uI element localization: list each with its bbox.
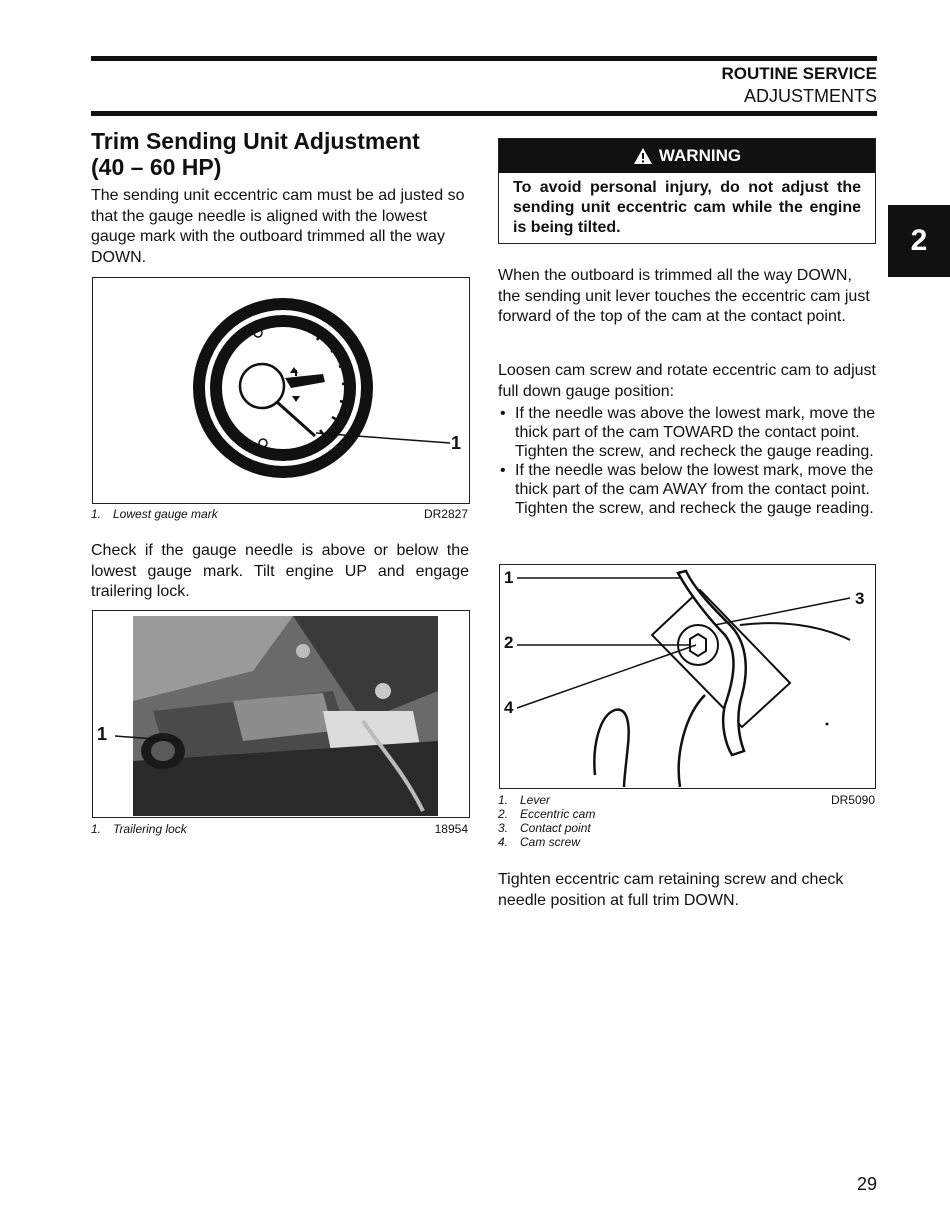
gauge-callout-1: 1 [451,433,462,453]
lock-callout-1: 1 [97,724,108,744]
legend-num: 3. [498,821,509,835]
legend-num: 1. [498,793,509,807]
warning-heading: WARNING [658,146,742,165]
lock-caption-text: Trailering lock [113,822,187,836]
legend-text: Contact point [520,821,591,835]
header-bottom-rule [91,111,877,116]
legend-item [498,835,595,849]
gauge-figure-id: DR2827 [423,507,468,521]
legend-item [498,793,595,807]
gauge-illustration [93,278,469,503]
cam-callout-1: 1 [504,568,514,587]
cam-figure-id: DR5090 [830,793,875,807]
trailering-lock-photo [93,611,469,817]
gauge-caption-text: Lowest gauge mark [113,507,218,521]
legend-text: Cam screw [520,835,581,849]
cam-diagram [500,565,875,788]
cam-callout-4: 4 [504,698,514,717]
check-paragraph: Check if the gauge needle is above or below the lowest gauge mark. Tilt engine UP and engage trailering lock. [91,542,469,600]
trailering-lock-figure [92,610,470,818]
legend-text: Eccentric cam [520,807,596,821]
adjustment-steps-list [498,404,877,518]
cam-callout-3: 3 [855,589,865,608]
intro-paragraph: The sending unit eccentric cam must be ad justed so that the gauge needle is aligned with the lowest gauge mark with the outboard trimmed all the way DOWN. [91,187,465,266]
lock-figure-id: 18954 [434,822,468,836]
warning-header [499,139,875,173]
legend-item [498,821,595,835]
gauge-caption [91,507,218,521]
loosen-paragraph: Loosen cam screw and rotate eccentric cam to adjust full down gauge position: [498,362,876,400]
page-title [91,128,481,180]
warning-text: To avoid personal injury, do not adjust the sending unit eccentric cam while the engine is being tilted. [513,179,861,236]
title-line-1: Trim Sending Unit Adjustment [91,128,420,154]
header-top-rule [91,56,877,61]
cam-legend [498,793,595,849]
legend-text: Lever [520,793,551,807]
warning-triangle-icon [633,147,653,165]
legend-item [498,807,595,821]
final-paragraph: Tighten eccentric cam retaining screw and check needle position at full trim DOWN. [498,871,844,909]
gauge-caption-num: 1. [91,507,102,521]
list-item: • If the needle was below the lowest mark, move the thick part of the cam AWAY from the contact point. Tighten the screw, and recheck the gauge reading. [498,461,877,518]
lock-caption [91,822,187,836]
section-title: ROUTINE SERVICE [721,64,877,83]
legend-num: 2. [498,807,509,821]
title-line-2: (40 – 60 HP) [91,154,222,180]
chapter-tab: 2 [888,205,950,277]
warning-box [498,138,876,244]
cam-callout-2: 2 [504,633,514,652]
list-item: • If the needle was above the lowest mark, move the thick part of the cam TOWARD the contact point. Tighten the screw, and recheck the gauge reading. [498,404,877,461]
subsection-title: ADJUSTMENTS [743,86,877,106]
legend-num: 4. [498,835,509,849]
lock-caption-num: 1. [91,822,102,836]
cam-figure [499,564,876,789]
contact-point-paragraph: When the outboard is trimmed all the way DOWN, the sending unit lever touches the eccentric cam just forward of the top of the cam at the contact point. [498,267,870,325]
page-number: 29 [856,1174,877,1194]
gauge-figure [92,277,470,504]
